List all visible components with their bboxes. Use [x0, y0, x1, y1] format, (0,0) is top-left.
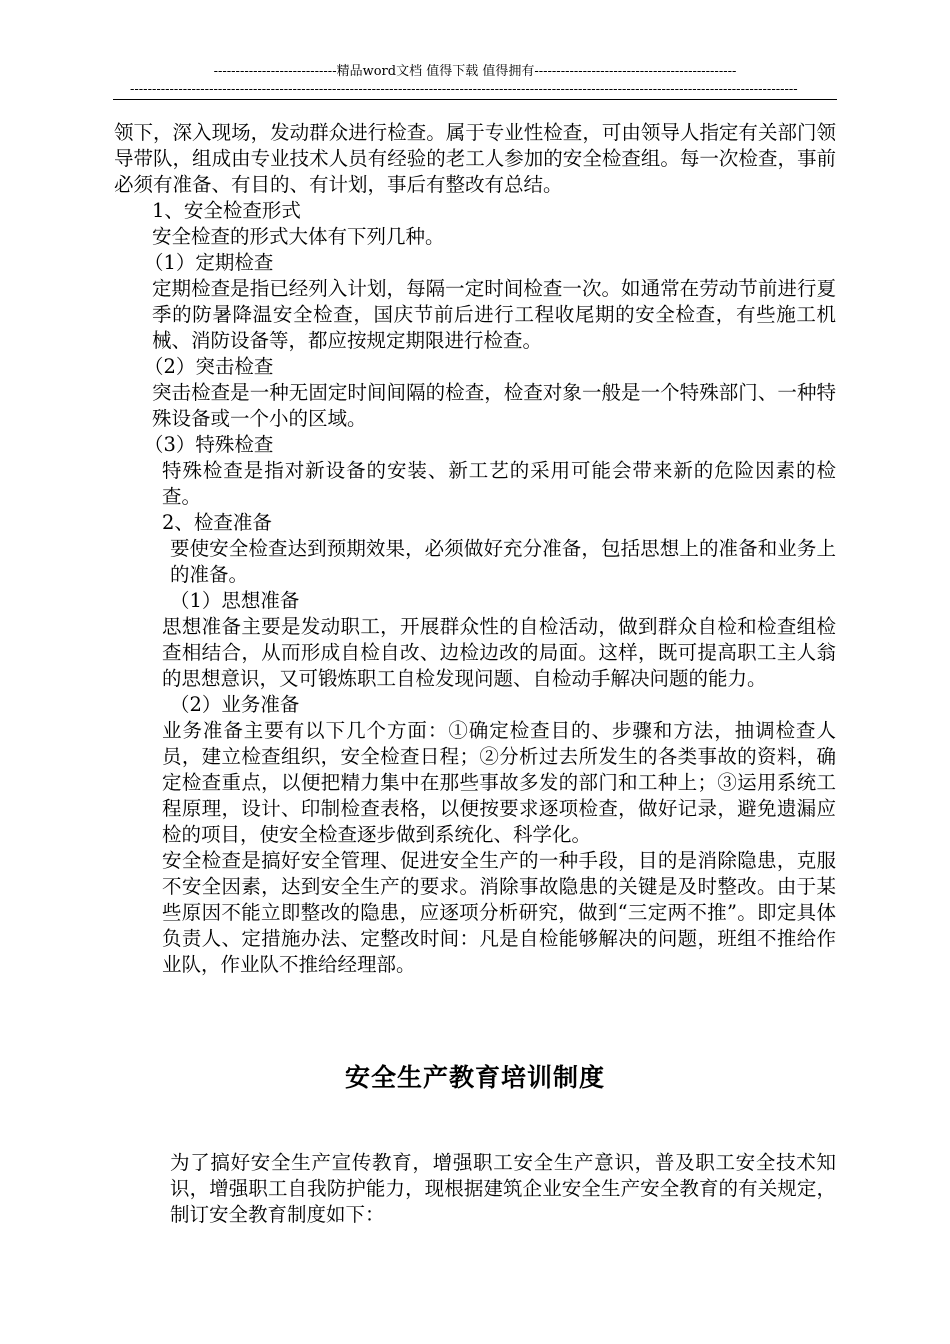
- subheading-periodic-check: （1）定期检查: [144, 251, 274, 274]
- subheading-special-check: （3）特殊检查: [144, 433, 274, 456]
- paragraph-inspection-leadership: 领下，深入现场，发动群众进行检查。属于专业性检查，可由领导人指定有关部门领导带队，组成由专业技术人员有经验的老工人参加的安全检查组。每一次检查，事前必须有准备、有目的、有计划，事后有整改有总结。: [114, 121, 836, 196]
- paragraph-inspection-summary: 安全检查是搞好安全管理、促进安全生产的一种手段，目的是消除隐患，克服不安全因素，达到安全生产的要求。消除事故隐患的关键是及时整改。由于某些原因不能立即整改的隐患，应逐项分析研究，做到“三定两不推”。即定具体负责人、定措施办法、定整改时间：凡是自检能够解决的问题，班组不推给作业队，作业队不推给经理部。: [162, 849, 836, 976]
- subheading-mental-preparation: （1）思想准备: [170, 589, 300, 612]
- heading-inspection-forms: 1、安全检查形式: [152, 199, 301, 222]
- section-title: 安全生产教育培训制度: [344, 1063, 605, 1092]
- subheading-surprise-check: （2）突击检查: [144, 355, 274, 378]
- paragraph-education-intro: 为了搞好安全生产宣传教育，增强职工安全生产意识，普及职工安全技术知识，增强职工自我防护能力，现根据建筑企业安全生产安全教育的有关规定，制订安全教育制度如下：: [170, 1151, 836, 1226]
- paragraph-surprise-check: 突击检查是一种无固定时间间隔的检查，检查对象一般是一个特殊部门、一种特殊设备或一个小的区域。: [152, 381, 836, 430]
- paragraph-forms-intro: 安全检查的形式大体有下列几种。: [152, 225, 445, 248]
- paragraph-periodic-check: 定期检查是指已经列入计划，每隔一定时间检查一次。如通常在劳动节前进行夏季的防暑降温安全检查，国庆节前后进行工程收尾期的安全检查，有些施工机械、消防设备等，都应按规定期限进行检查。: [152, 277, 836, 352]
- paragraph-mental-preparation: 思想准备主要是发动职工，开展群众性的自检活动，做到群众自检和检查组检查相结合，从而形成自检自改、边检边改的局面。这样，既可提高职工主人翁的思想意识，又可锻炼职工自检发现问题、自检动手解决问题的能力。: [162, 615, 836, 690]
- page-header-banner: ----------------------------精品word文档 值得下载 值得拥有----------------------------------------------: [213, 64, 737, 79]
- header-rule: [113, 99, 837, 100]
- heading-check-preparation: 2、检查准备: [162, 511, 272, 534]
- paragraph-preparation-intro: 要使安全检查达到预期效果，必须做好充分准备，包括思想上的准备和业务上的准备。: [170, 537, 836, 586]
- page-header-dashes: --------------------------------------------------------------------------------------------------------------------------------------------------------: [130, 82, 798, 97]
- document-body: [114, 120, 836, 978]
- paragraph-special-check: 特殊检查是指对新设备的安装、新工艺的采用可能会带来新的危险因素的检查。: [162, 459, 836, 508]
- subheading-business-preparation: （2）业务准备: [170, 693, 300, 716]
- section-body: [114, 1150, 836, 1228]
- paragraph-business-preparation: 业务准备主要有以下几个方面：①确定检查目的、步骤和方法，抽调检查人员，建立检查组织，安全检查日程；②分析过去所发生的各类事故的资料，确定检查重点，以便把精力集中在那些事故多发的部门和工种上；③运用系统工程原理，设计、印制检查表格，以便按要求逐项检查，做好记录，避免遗漏应检的项目，使安全检查逐步做到系统化、科学化。: [162, 719, 836, 846]
